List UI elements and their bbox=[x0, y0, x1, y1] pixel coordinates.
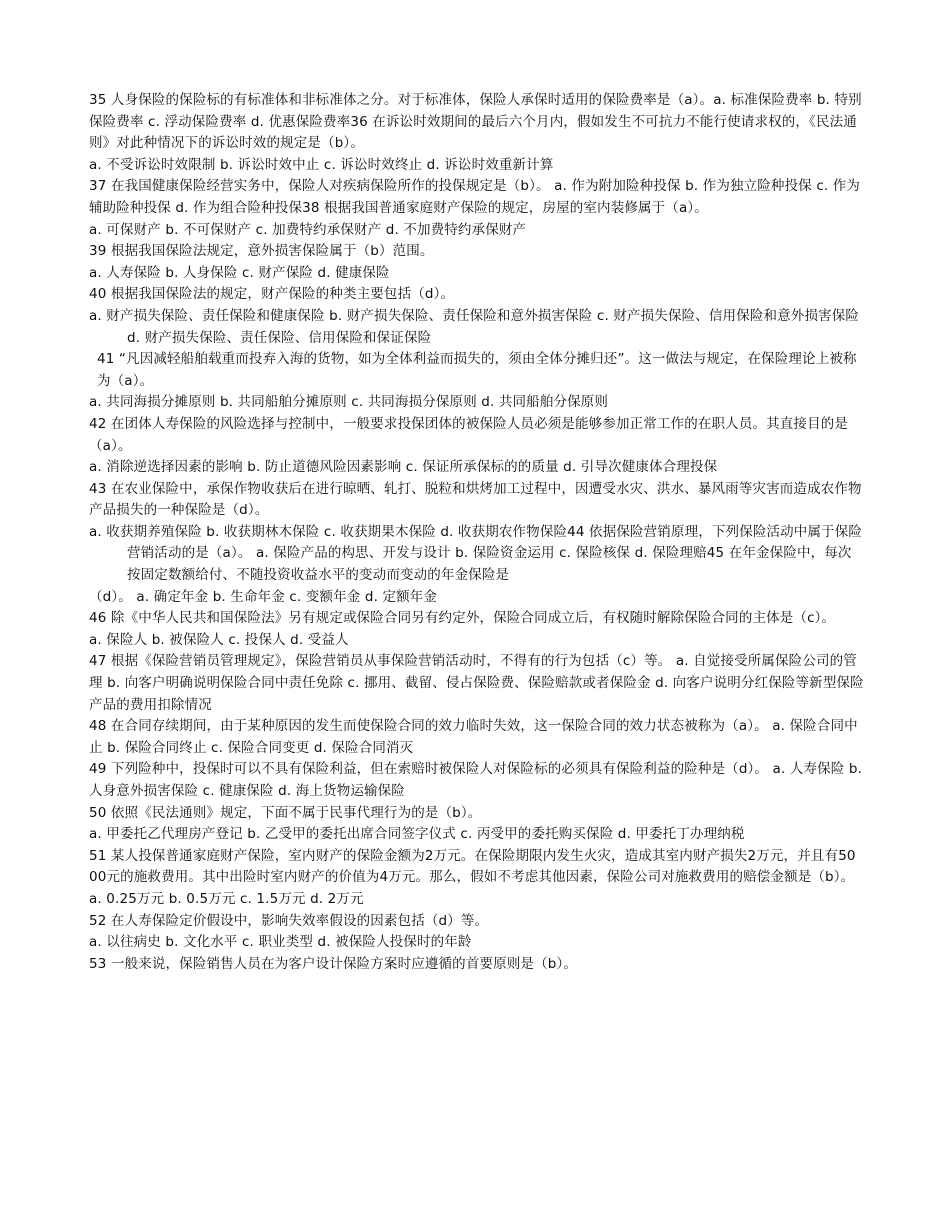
question-35-36: 35 人身保险的保险标的有标准体和非标准体之分。对于标准体，保险人承保时适用的保险费率是（a）。a. 标准保险费率 b. 特别保险费率 c. 浮动保险费率 d. 优惠保险费率36 在诉讼时效期间的最后六个月内，假如发生不可抗力不能行使请求权的，《民法通则》对此种情况下的诉讼时效的规定是（b）。 bbox=[89, 92, 862, 152]
question-46: 46 除《中华人民共和国保险法》另有规定或保险合同另有约定外，保险合同成立后，有权随时解除保险合同的主体是（c）。 bbox=[89, 610, 836, 627]
question-53: 53 一般来说，保险销售人员在为客户设计保险方案时应遵循的首要原则是（b）。 bbox=[89, 955, 577, 972]
question-51: 51 某人投保普通家庭财产保险，室内财产的保险金额为2万元。在保险期限内发生火灾，造成其室内财产损失2万元，并且有5000元的施救费用。其中出险时室内财产的价值为4万元。那么，假如不考虑其他因素，保险公司对施救费用的赔偿金额是（b）。 a. 0.25万元 b. 0.5万元 c. 1.5万元 d. 2万元 bbox=[89, 847, 856, 907]
options-38: a. 可保财产 b. 不可保财产 c. 加费特约承保财产 d. 不加费特约承保财产 bbox=[89, 221, 527, 238]
options-43-45: a. 收获期养殖保险 b. 收获期林木保险 c. 收获期果木保险 d. 收获期农作物保险44 依据保险营销原理，下列保险活动中属于保险营销活动的是（a）。 a. 保险产品的构思、开发与设计 b. 保险资金运用 c. 保险核保 d. 保险理赔45 在年金保险中，每次按固定数额给付、不随投资收益水平的变动而变动的年金保险是 bbox=[89, 523, 863, 584]
question-48: 48 在合同存续期间，由于某种原因的发生而使保险合同的效力临时失效，这一保险合同的效力状态被称为（a）。 a. 保险合同中止 b. 保险合同终止 c. 保险合同变更 d. 保险合同消灭 bbox=[89, 718, 858, 756]
options-41: a. 共同海损分摊原则 b. 共同船舶分摊原则 c. 共同海损分保原则 d. 共同船舶分保原则 bbox=[89, 394, 609, 411]
question-40: 40 根据我国保险法的规定，财产保险的种类主要包括（d）。 bbox=[89, 286, 455, 303]
question-52: 52 在人寿保险定价假设中，影响失效率假设的因素包括（d）等。 bbox=[89, 912, 489, 929]
options-46: a. 保险人 b. 被保险人 c. 投保人 d. 受益人 bbox=[89, 631, 349, 648]
options-50: a. 甲委托乙代理房产登记 b. 乙受甲的委托出席合同签字仪式 c. 丙受甲的委托购买保险 d. 甲委托丁办理纳税 bbox=[89, 826, 745, 843]
options-52: a. 以往病史 b. 文化水平 c. 职业类型 d. 被保险人投保时的年龄 bbox=[89, 934, 472, 951]
question-39: 39 根据我国保险法规定，意外损害保险属于（b）范围。 bbox=[89, 243, 434, 260]
question-42: 42 在团体人寿保险的风险选择与控制中，一般要求投保团体的被保险人员必须是能够参加正常工作的在职人员。其直接目的是（a）。 bbox=[89, 415, 849, 454]
question-43: 43 在农业保险中，承保作物收获后在进行晾晒、轧打、脱粒和烘烤加工过程中，因遭受水灾、洪水、暴风雨等灾害而造成农作物产品损失的一种保险是（d）。 bbox=[89, 480, 862, 519]
question-50: 50 依照《民法通则》规定，下面不属于民事代理行为的是（b）。 bbox=[89, 804, 482, 821]
document-body bbox=[89, 90, 864, 975]
options-42: a. 消除逆选择因素的影响 b. 防止道德风险因素影响 c. 保证所承保标的的质量 d. 引导次健康体合理投保 bbox=[89, 459, 718, 476]
question-37-38: 37 在我国健康保险经营实务中，保险人对疾病保险所作的投保规定是（b）。 a. 作为附加险种投保 b. 作为独立险种投保 c. 作为辅助险种投保 d. 作为组合险种投保38 根据我国普通家庭财产保险的规定，房屋的室内装修属于（a）。 bbox=[89, 178, 861, 216]
question-47: 47 根据《保险营销员管理规定》，保险营销员从事保险营销活动时，不得有的行为包括（c）等。 a. 自觉接受所属保险公司的管理 b. 向客户明确说明保险合同中责任免除 c. 挪用、截留、侵占保险费、保险赔款或者保险金 d. 向客户说明分红保险等新型保险产品的费用扣除情况 bbox=[89, 653, 864, 713]
question-41: 41 “凡因减轻船舶载重而投弃入海的货物，如为全体利益而损失的，须由全体分摊归还”。这一做法与规定，在保险理论上被称为（a）。 bbox=[97, 351, 857, 389]
answer-45: （d）。 a. 确定年金 b. 生命年金 c. 变额年金 d. 定额年金 bbox=[89, 588, 438, 605]
options-39: a. 人寿保险 b. 人身保险 c. 财产保险 d. 健康保险 bbox=[89, 264, 390, 281]
question-49: 49 下列险种中，投保时可以不具有保险利益，但在索赔时被保险人对保险标的必须具有保险利益的险种是（d）。 a. 人寿保险 b. 人身意外损害保险 c. 健康保险 d. 海上货物运输保险 bbox=[89, 761, 863, 799]
options-40: a. 财产损失保险、责任保险和健康保险 b. 财产损失保险、责任保险和意外损害保险 c. 财产损失保险、信用保险和意外损害保险 d. 财产损失保险、责任保险、信用保险和保证保险 bbox=[89, 307, 860, 346]
options-36: a. 不受诉讼时效限制 b. 诉讼时效中止 c. 诉讼时效终止 d. 诉讼时效重新计算 bbox=[89, 156, 554, 173]
